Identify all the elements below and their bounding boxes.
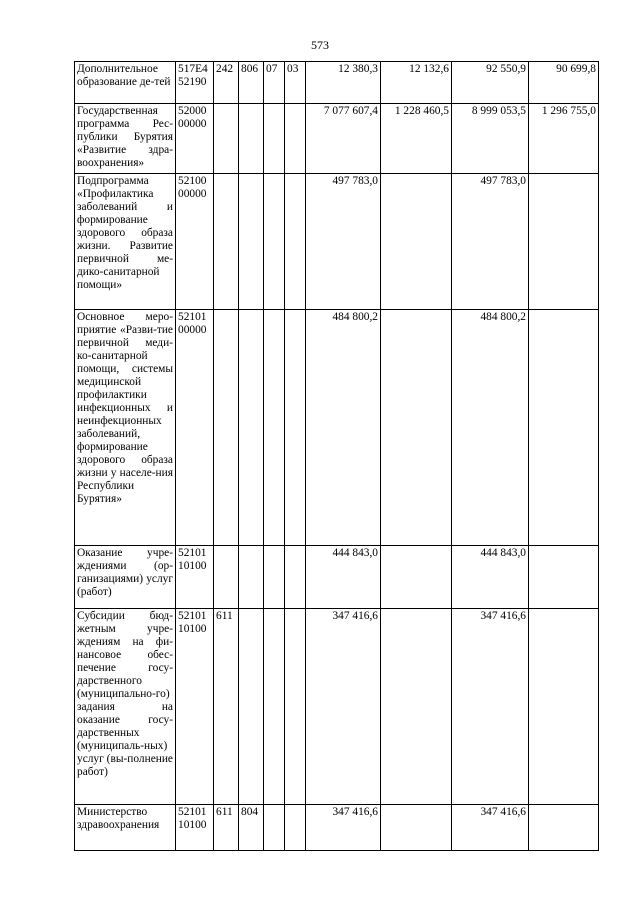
subsection-code	[285, 546, 306, 609]
amount-1: 12 380,3	[306, 62, 381, 104]
target-article-code: 52101 10100	[176, 546, 214, 609]
section-code: 07	[264, 62, 285, 104]
row-name: Государственная программа Рес-публики Бурятия «Развитие здра-воохранения»	[75, 104, 176, 174]
amount-4	[529, 310, 599, 546]
expense-type-code: 611	[214, 609, 239, 805]
target-article-code: 52100 00000	[176, 174, 214, 310]
target-article-code: 52000 00000	[176, 104, 214, 174]
amount-2	[381, 546, 452, 609]
ministry-code	[239, 310, 264, 546]
expense-type-code	[214, 174, 239, 310]
amount-3: 8 999 053,5	[452, 104, 529, 174]
ministry-code	[239, 546, 264, 609]
amount-1: 347 416,6	[306, 609, 381, 805]
section-code	[264, 310, 285, 546]
table-row	[75, 104, 599, 174]
row-name: Министерство здравоохранения	[75, 805, 176, 851]
amount-2	[381, 310, 452, 546]
row-name: Субсидии бюд-жетным учре-ждениям на фи-нансовое обес-печение госу-дарственного (муниципально-го) задания на оказание госу-дарственных (муниципаль-ных) услуг (вы-полнение работ)	[75, 609, 176, 805]
subsection-code	[285, 609, 306, 805]
table-body	[75, 62, 599, 851]
target-article-code: 52101 10100	[176, 805, 214, 851]
table-row	[75, 546, 599, 609]
subsection-code	[285, 805, 306, 851]
amount-4	[529, 546, 599, 609]
table-row	[75, 609, 599, 805]
section-code	[264, 609, 285, 805]
row-name: Дополнительное образование де-тей	[75, 62, 176, 104]
amount-3: 497 783,0	[452, 174, 529, 310]
ministry-code	[239, 104, 264, 174]
amount-1: 347 416,6	[306, 805, 381, 851]
row-name: Подпрограмма «Профилактика заболеваний и формирование здорового образа жизни. Развитие первичной ме-дико-санитарной помощи»	[75, 174, 176, 310]
amount-4	[529, 174, 599, 310]
amount-3: 484 800,2	[452, 310, 529, 546]
target-article-code: 52101 10100	[176, 609, 214, 805]
table-row	[75, 310, 599, 546]
expense-type-code	[214, 310, 239, 546]
target-article-code: 517E4 52190	[176, 62, 214, 104]
expense-type-code: 611	[214, 805, 239, 851]
subsection-code: 03	[285, 62, 306, 104]
expense-type-code	[214, 546, 239, 609]
amount-3: 444 843,0	[452, 546, 529, 609]
subsection-code	[285, 310, 306, 546]
target-article-code: 52101 00000	[176, 310, 214, 546]
expense-type-code: 242	[214, 62, 239, 104]
budget-table	[74, 61, 599, 851]
section-code	[264, 805, 285, 851]
subsection-code	[285, 174, 306, 310]
amount-4: 1 296 755,0	[529, 104, 599, 174]
section-code	[264, 174, 285, 310]
amount-2	[381, 609, 452, 805]
amount-1: 484 800,2	[306, 310, 381, 546]
amount-2: 1 228 460,5	[381, 104, 452, 174]
amount-2: 12 132,6	[381, 62, 452, 104]
ministry-code	[239, 174, 264, 310]
amount-3: 347 416,6	[452, 805, 529, 851]
amount-2	[381, 174, 452, 310]
section-code	[264, 104, 285, 174]
row-name: Оказание учре-ждениями (ор-ганизациями) услуг (работ)	[75, 546, 176, 609]
table-row	[75, 174, 599, 310]
ministry-code: 804	[239, 805, 264, 851]
amount-1: 444 843,0	[306, 546, 381, 609]
amount-1: 497 783,0	[306, 174, 381, 310]
amount-4	[529, 609, 599, 805]
row-name: Основное меро-приятие «Разви-тие первичной меди- ко-санитарной помощи, системы медицинской профилактики инфекционных и неинфекционных заболеваний, формирование здорового образа жизни у населе-ния Республики Бурятия»	[75, 310, 176, 546]
section-code	[264, 546, 285, 609]
table-row	[75, 62, 599, 104]
amount-4: 90 699,8	[529, 62, 599, 104]
amount-2	[381, 805, 452, 851]
expense-type-code	[214, 104, 239, 174]
amount-3: 347 416,6	[452, 609, 529, 805]
amount-4	[529, 805, 599, 851]
amount-1: 7 077 607,4	[306, 104, 381, 174]
table-row	[75, 805, 599, 851]
ministry-code	[239, 609, 264, 805]
subsection-code	[285, 104, 306, 174]
page-number: 573	[311, 38, 329, 52]
amount-3: 92 550,9	[452, 62, 529, 104]
ministry-code: 806	[239, 62, 264, 104]
